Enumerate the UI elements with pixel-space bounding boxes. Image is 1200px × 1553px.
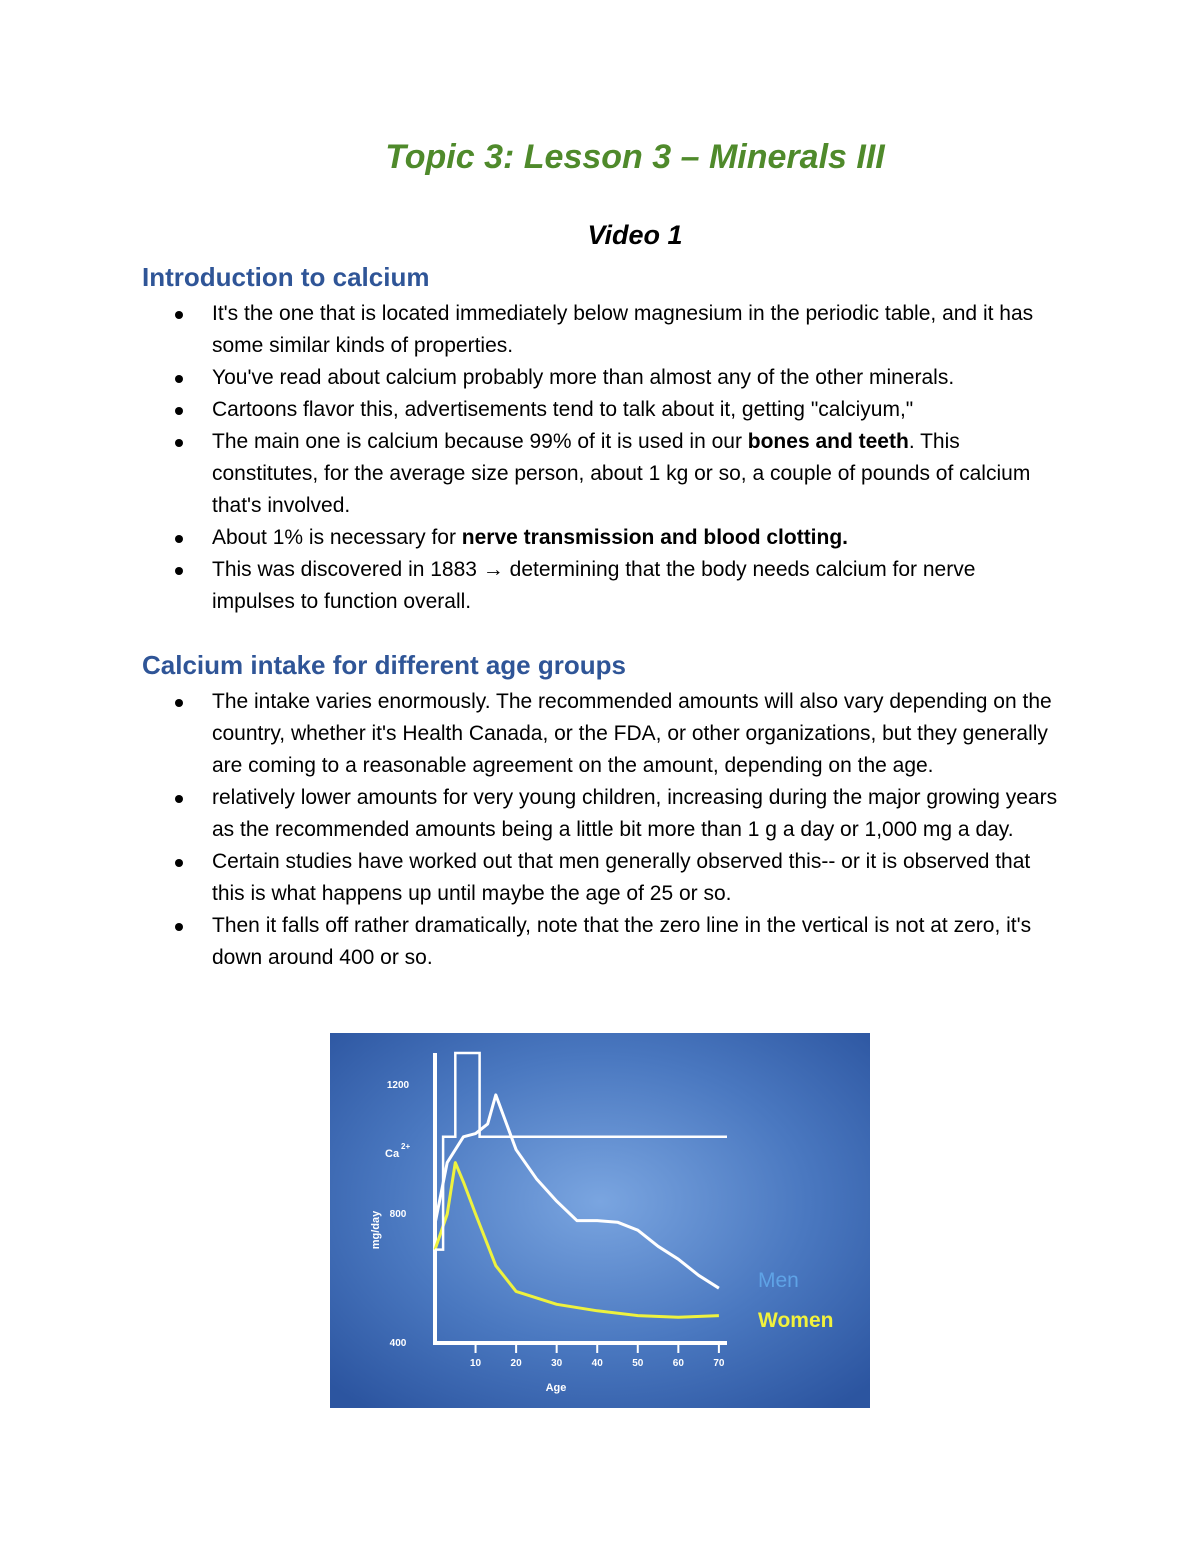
bullet-icon <box>175 567 183 575</box>
x-tick-label: 10 <box>469 1358 482 1369</box>
list-item: It's the one that is located immediately below magnesium in the periodic table, and it has some similar kinds of properties. <box>142 298 1062 362</box>
list-item: Cartoons flavor this, advertisements tend to talk about it, getting "calciyum," <box>142 394 1062 426</box>
y-tick-label: 1200 <box>386 1080 410 1092</box>
ion-charge: 2+ <box>401 1142 411 1151</box>
bullet-icon <box>175 699 183 707</box>
page-title: Topic 3: Lesson 3 – Minerals III <box>385 138 885 176</box>
list-item: The main one is calcium because 99% of it is used in our bones and teeth. This constitutes, for the average size person, about 1 kg or so, a couple of pounds of calcium that's involved. <box>142 426 1062 522</box>
x-tick-label: 60 <box>672 1358 684 1369</box>
bullet-icon <box>175 923 183 931</box>
section-heading-intro: Introduction to calcium <box>142 262 430 292</box>
list-item: relatively lower amounts for very young children, increasing during the major growing years as the recommended amounts being a little bit more than 1 g a day or 1,000 mg a day. <box>142 782 1062 846</box>
bold-term: nerve transmission and blood clotting. <box>461 526 849 549</box>
list-item: The intake varies enormously. The recommended amounts will also vary depending on the country, whether it's Health Canada, or the FDA, or other organizations, but they generally are coming to a reasonable agreement on the amount, depending on the age. <box>142 686 1062 782</box>
list-item: Certain studies have worked out that men generally observed this-- or it is observed that this is what happens up until maybe the age of 25 or so. <box>142 846 1062 910</box>
bullet-icon <box>175 311 183 319</box>
video-heading: Video 1 <box>587 220 683 250</box>
x-axis-title: Age <box>545 1382 567 1394</box>
y-tick-label: 800 <box>389 1209 407 1221</box>
x-tick-label: 20 <box>510 1358 522 1369</box>
ion-label: Ca <box>385 1148 400 1160</box>
x-tick-label: 40 <box>591 1358 603 1369</box>
bold-term: bones and teeth <box>747 430 909 453</box>
x-tick-label: 50 <box>632 1358 644 1369</box>
y-axis-title: mg/day <box>370 1210 382 1250</box>
bullet-icon <box>175 859 183 867</box>
legend-women: Women <box>758 1309 834 1332</box>
x-tick-label: 30 <box>551 1358 563 1369</box>
list-item: You've read about calcium probably more than almost any of the other minerals. <box>142 362 1062 394</box>
list-item: This was discovered in 1883 → determining that the body needs calcium for nerve impulses to function overall. <box>142 554 1062 618</box>
legend-men: Men <box>758 1269 799 1292</box>
list-item: About 1% is necessary for nerve transmission and blood clotting. <box>142 522 1062 554</box>
bullet-icon <box>175 407 183 415</box>
calcium-intake-chart <box>330 1033 870 1408</box>
intro-bullet-list <box>142 298 1062 618</box>
x-tick-label: 70 <box>713 1358 725 1369</box>
intake-bullet-list <box>142 686 1062 974</box>
chart-svg <box>330 1033 870 1408</box>
y-tick-label: 400 <box>389 1338 407 1349</box>
bullet-icon <box>175 375 183 383</box>
bullet-icon <box>175 795 183 803</box>
list-item: Then it falls off rather dramatically, note that the zero line in the vertical is not at zero, it's down around 400 or so. <box>142 910 1062 974</box>
bullet-icon <box>175 439 183 447</box>
bullet-icon <box>175 535 183 543</box>
section-heading-intake: Calcium intake for different age groups <box>142 650 626 680</box>
